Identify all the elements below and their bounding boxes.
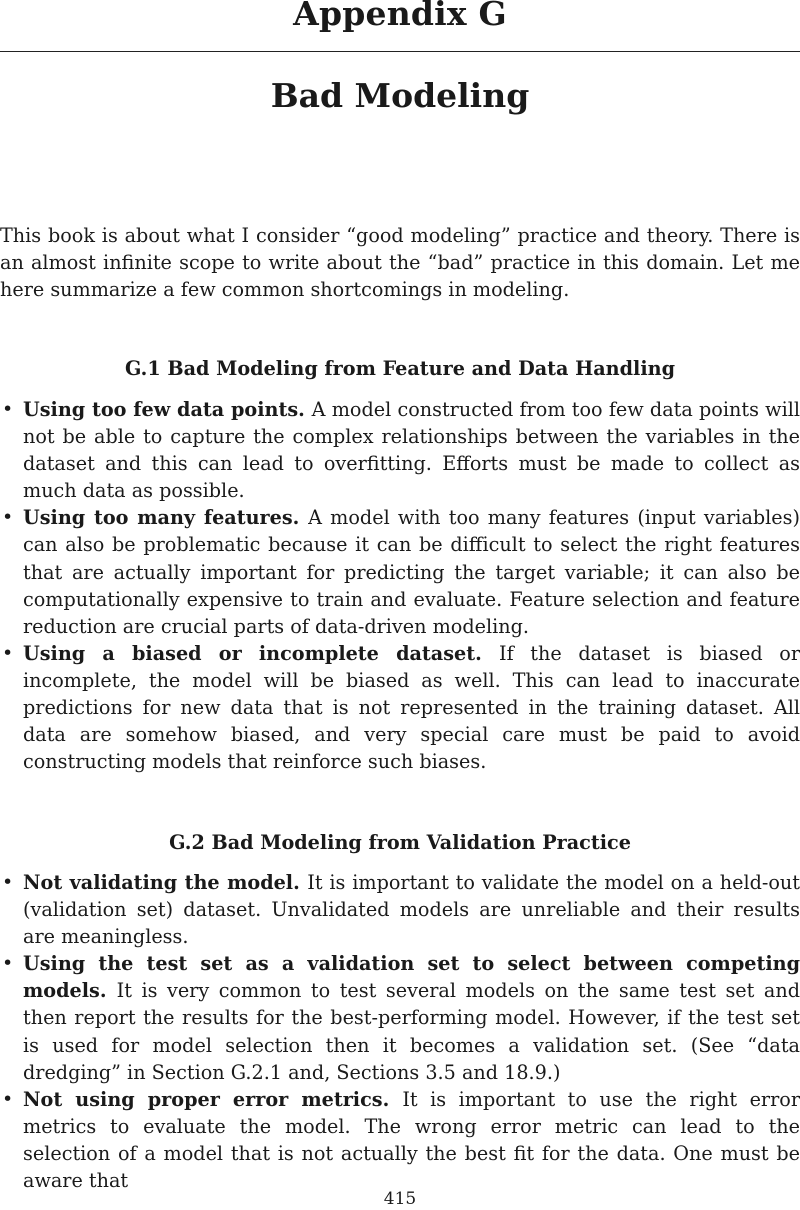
appendix-title: Appendix G <box>293 0 507 33</box>
section-heading-g1: G.1 Bad Modeling from Feature and Data Handling <box>124 357 675 380</box>
bullet-icon: • <box>2 398 14 420</box>
page-number: 415 <box>383 1189 417 1209</box>
item-body: It is important to use the right error metrics to evaluate the model. The wrong error metric can lead to the selection of a model that is not actually the best fit for the data. One must be aware that <box>23 1087 800 1193</box>
item-heading: Using too few data points. <box>23 398 312 421</box>
bullet-icon: • <box>2 506 14 529</box>
item-body: It is very common to test several models on the same test set and then report the results for the best-performing model. However, if the test set is used for model selection then it becomes a validation set. (See “data dredging” in Section G.2.1 and, Sections 3.5 and 18.9.) <box>23 979 800 1084</box>
list-item <box>0 504 800 639</box>
chapter-title: Bad Modeling <box>270 76 530 115</box>
section-heading-g2: G.2 Bad Modeling from Validation Practice <box>169 831 631 854</box>
bullet-icon: • <box>2 1087 14 1110</box>
bullet-icon: • <box>2 641 14 664</box>
title-rule <box>0 51 800 52</box>
list-item <box>0 1086 800 1194</box>
list-item <box>0 950 800 1085</box>
bullet-list-g1 <box>0 396 800 775</box>
list-item <box>0 640 800 775</box>
item-body: If the dataset is biased or incomplete, the model will be biased as well. This can lead to inaccurate predictions for new data that is not represented in the training dataset. All data are somehow biased, and very special care must be paid to avoid constructing models that reinforce such biases. <box>23 641 800 774</box>
item-heading: Not validating the model. <box>23 871 308 894</box>
bullet-icon: • <box>2 952 14 975</box>
item-body: A model constructed from too few data points will not be able to capture the complex relationships between the variables in the dataset and this can lead to overfitting. Efforts must be made to collect as much data as possible. <box>23 398 800 503</box>
bullet-list-g2 <box>0 869 800 1194</box>
item-body: It is important to validate the model on a held-out (validation set) dataset. Unvalidated models are unreliable and their results are meaningless. <box>23 871 800 949</box>
list-item <box>0 396 800 504</box>
item-heading: Using the test set as a validation set to select between competing models. <box>23 952 800 1003</box>
intro-paragraph: This book is about what I consider “good modeling” practice and theory. There is an almost infinite scope to write about the “bad” practice in this domain. Let me here summarize a few common shortcomings in modeling. <box>0 224 800 301</box>
list-item <box>0 869 800 950</box>
item-body: A model with too many features (input variables) can also be problematic because it can be difficult to select the right features that are actually important for predicting the target variable; it can also be computationally expensive to train and evaluate. Feature selection and feature reduction are crucial parts of data-driven modeling. <box>23 506 800 638</box>
item-heading: Using a biased or incomplete dataset. <box>23 641 499 665</box>
item-heading: Not using proper error metrics. <box>23 1087 403 1111</box>
item-heading: Using too many features. <box>23 506 309 530</box>
bullet-icon: • <box>2 871 14 893</box>
